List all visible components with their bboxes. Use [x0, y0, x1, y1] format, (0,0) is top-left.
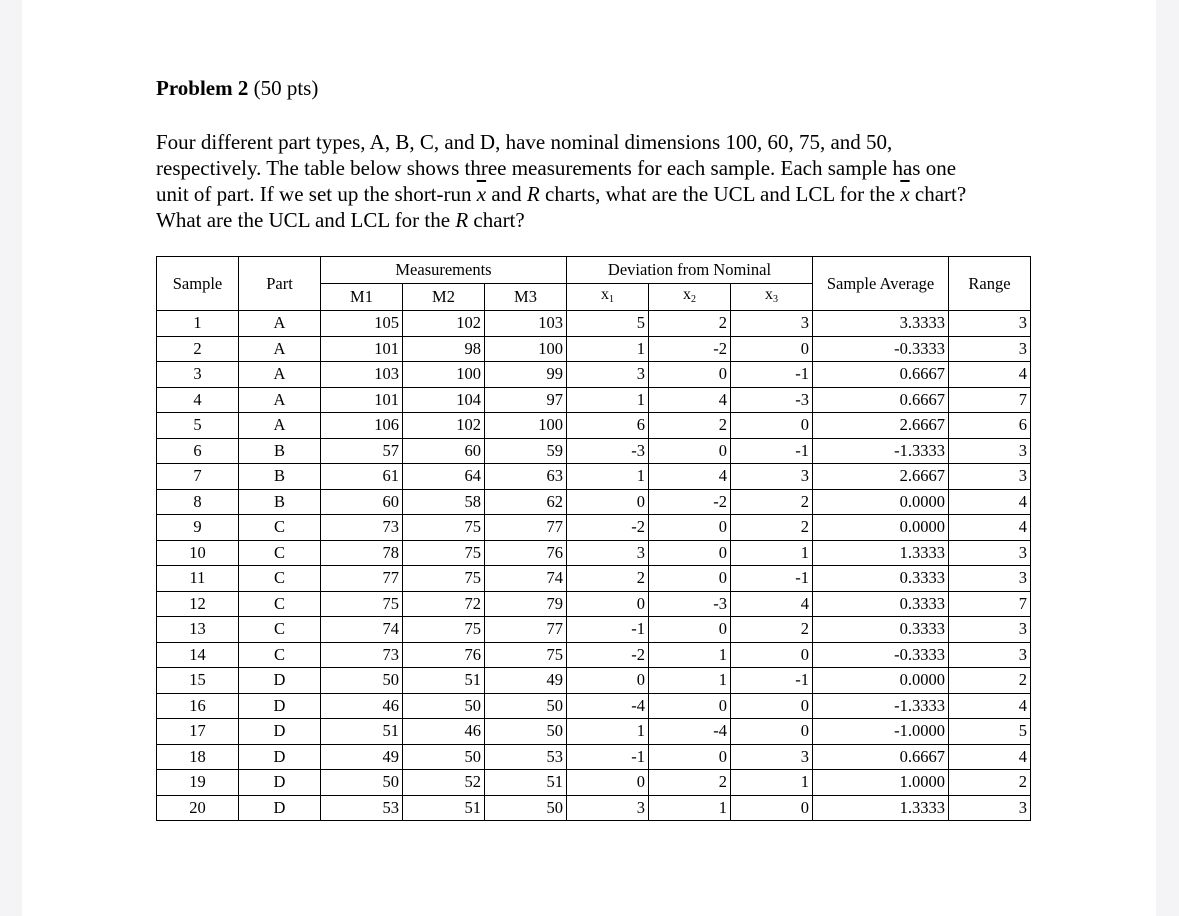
cell-x1: 1 [567, 387, 649, 413]
cell-m3: 63 [485, 464, 567, 490]
cell-sample: 14 [157, 642, 239, 668]
cell-sample: 18 [157, 744, 239, 770]
cell-m1: 101 [321, 387, 403, 413]
cell-x1: -3 [567, 438, 649, 464]
cell-sample-average: 1.3333 [813, 795, 949, 821]
header-m2: M2 [403, 284, 485, 311]
cell-m2: 102 [403, 311, 485, 337]
cell-m3: 77 [485, 617, 567, 643]
cell-sample: 11 [157, 566, 239, 592]
cell-part: D [239, 744, 321, 770]
cell-m3: 49 [485, 668, 567, 694]
cell-part: B [239, 489, 321, 515]
statement-text: chart? [468, 208, 525, 232]
cell-x1: -2 [567, 642, 649, 668]
cell-m1: 49 [321, 744, 403, 770]
cell-x3: -1 [731, 566, 813, 592]
cell-range: 2 [949, 668, 1031, 694]
header-deviation: Deviation from Nominal [567, 257, 813, 284]
cell-x2: 0 [649, 362, 731, 388]
cell-m1: 73 [321, 642, 403, 668]
cell-x2: 0 [649, 438, 731, 464]
table-row [157, 795, 1031, 821]
cell-m3: 50 [485, 719, 567, 745]
cell-sample-average: 2.6667 [813, 464, 949, 490]
x-symbol: x [601, 285, 609, 303]
problem-title [156, 76, 318, 101]
cell-x3: 3 [731, 464, 813, 490]
cell-m2: 50 [403, 744, 485, 770]
cell-range: 2 [949, 770, 1031, 796]
cell-range: 4 [949, 693, 1031, 719]
header-m1: M1 [321, 284, 403, 311]
cell-x1: 2 [567, 566, 649, 592]
cell-part: C [239, 617, 321, 643]
cell-x1: 1 [567, 464, 649, 490]
cell-x3: 0 [731, 719, 813, 745]
cell-sample: 20 [157, 795, 239, 821]
cell-x3: 2 [731, 489, 813, 515]
cell-sample: 8 [157, 489, 239, 515]
cell-x2: 2 [649, 311, 731, 337]
cell-x3: 0 [731, 642, 813, 668]
cell-x3: 0 [731, 693, 813, 719]
subscript: 1 [609, 293, 614, 305]
cell-sample-average: 1.3333 [813, 540, 949, 566]
cell-m2: 46 [403, 719, 485, 745]
table-row [157, 540, 1031, 566]
cell-m2: 100 [403, 362, 485, 388]
cell-m2: 58 [403, 489, 485, 515]
cell-part: A [239, 413, 321, 439]
cell-part: D [239, 719, 321, 745]
cell-m3: 53 [485, 744, 567, 770]
cell-m2: 98 [403, 336, 485, 362]
cell-sample: 16 [157, 693, 239, 719]
cell-part: D [239, 693, 321, 719]
cell-part: B [239, 464, 321, 490]
cell-x1: -4 [567, 693, 649, 719]
header-x1 [567, 284, 649, 311]
cell-m3: 79 [485, 591, 567, 617]
cell-x3: 2 [731, 617, 813, 643]
cell-m3: 62 [485, 489, 567, 515]
cell-sample: 4 [157, 387, 239, 413]
cell-sample: 12 [157, 591, 239, 617]
cell-m3: 100 [485, 413, 567, 439]
measurements-table [156, 256, 1031, 821]
cell-sample-average: 0.3333 [813, 566, 949, 592]
cell-m1: 60 [321, 489, 403, 515]
cell-sample-average: -1.3333 [813, 438, 949, 464]
cell-m3: 51 [485, 770, 567, 796]
cell-m1: 57 [321, 438, 403, 464]
cell-m2: 104 [403, 387, 485, 413]
statement-line-1: Four different part types, A, B, C, and D, have nominal dimensions 100, 60, 75, and 50, [156, 130, 893, 154]
cell-m3: 97 [485, 387, 567, 413]
cell-m3: 50 [485, 693, 567, 719]
table-row [157, 362, 1031, 388]
cell-sample-average: 0.6667 [813, 744, 949, 770]
cell-x3: 2 [731, 515, 813, 541]
table-row [157, 770, 1031, 796]
cell-part: C [239, 591, 321, 617]
cell-m2: 102 [403, 413, 485, 439]
cell-range: 3 [949, 566, 1031, 592]
cell-x1: 6 [567, 413, 649, 439]
header-x3 [731, 284, 813, 311]
cell-x1: 0 [567, 770, 649, 796]
header-m3: M3 [485, 284, 567, 311]
cell-x3: -1 [731, 438, 813, 464]
cell-x2: 0 [649, 744, 731, 770]
problem-points: (50 pts) [253, 76, 319, 100]
cell-m1: 74 [321, 617, 403, 643]
cell-x2: 4 [649, 464, 731, 490]
subscript: 2 [691, 293, 696, 305]
cell-x2: 1 [649, 642, 731, 668]
cell-m1: 75 [321, 591, 403, 617]
cell-x1: -1 [567, 617, 649, 643]
cell-sample: 7 [157, 464, 239, 490]
cell-m1: 51 [321, 719, 403, 745]
cell-m2: 64 [403, 464, 485, 490]
cell-m2: 75 [403, 566, 485, 592]
cell-m2: 51 [403, 668, 485, 694]
problem-title-bold: Problem 2 [156, 76, 249, 100]
problem-statement [156, 129, 1036, 233]
cell-range: 4 [949, 362, 1031, 388]
cell-m3: 103 [485, 311, 567, 337]
cell-sample: 5 [157, 413, 239, 439]
cell-part: C [239, 515, 321, 541]
cell-m3: 74 [485, 566, 567, 592]
cell-sample: 13 [157, 617, 239, 643]
cell-x1: 3 [567, 540, 649, 566]
statement-line-3 [156, 181, 1036, 207]
cell-x2: -4 [649, 719, 731, 745]
cell-sample: 19 [157, 770, 239, 796]
cell-x2: -2 [649, 336, 731, 362]
xbar-symbol: $\overline{x}$ [476, 182, 487, 206]
cell-sample-average: 0.6667 [813, 387, 949, 413]
cell-range: 3 [949, 464, 1031, 490]
cell-m1: 50 [321, 668, 403, 694]
cell-x2: 1 [649, 668, 731, 694]
cell-m1: 106 [321, 413, 403, 439]
cell-x3: 0 [731, 795, 813, 821]
header-range: Range [949, 257, 1031, 311]
cell-x1: 3 [567, 362, 649, 388]
cell-m2: 75 [403, 617, 485, 643]
cell-x1: 1 [567, 719, 649, 745]
cell-part: D [239, 795, 321, 821]
cell-x2: 2 [649, 770, 731, 796]
cell-x2: 2 [649, 413, 731, 439]
cell-m2: 50 [403, 693, 485, 719]
cell-sample-average: 3.3333 [813, 311, 949, 337]
cell-x3: 1 [731, 770, 813, 796]
cell-range: 3 [949, 642, 1031, 668]
cell-sample: 17 [157, 719, 239, 745]
cell-sample: 15 [157, 668, 239, 694]
cell-x2: 0 [649, 693, 731, 719]
table-row [157, 693, 1031, 719]
cell-sample: 1 [157, 311, 239, 337]
cell-x2: 0 [649, 617, 731, 643]
table-row [157, 438, 1031, 464]
cell-range: 3 [949, 617, 1031, 643]
cell-sample-average: 0.3333 [813, 617, 949, 643]
cell-m1: 50 [321, 770, 403, 796]
header-sample: Sample [157, 257, 239, 311]
statement-text: unit of part. If we set up the short-run [156, 182, 477, 206]
table-row [157, 515, 1031, 541]
document-page [22, 0, 1156, 916]
cell-x2: 1 [649, 795, 731, 821]
cell-part: A [239, 311, 321, 337]
statement-text: What are the UCL and LCL for the [156, 208, 456, 232]
cell-range: 5 [949, 719, 1031, 745]
cell-x1: 0 [567, 591, 649, 617]
cell-m1: 105 [321, 311, 403, 337]
cell-m2: 51 [403, 795, 485, 821]
table-row [157, 464, 1031, 490]
cell-m1: 46 [321, 693, 403, 719]
cell-part: C [239, 540, 321, 566]
cell-part: D [239, 770, 321, 796]
cell-part: A [239, 336, 321, 362]
cell-part: B [239, 438, 321, 464]
cell-x1: -2 [567, 515, 649, 541]
cell-sample-average: 2.6667 [813, 413, 949, 439]
cell-sample: 9 [157, 515, 239, 541]
cell-m1: 101 [321, 336, 403, 362]
cell-sample: 2 [157, 336, 239, 362]
cell-sample-average: 0.3333 [813, 591, 949, 617]
cell-range: 4 [949, 515, 1031, 541]
cell-sample-average: 0.0000 [813, 489, 949, 515]
subscript: 3 [773, 293, 778, 305]
cell-m1: 53 [321, 795, 403, 821]
cell-x2: 0 [649, 515, 731, 541]
cell-m2: 75 [403, 515, 485, 541]
cell-x1: 3 [567, 795, 649, 821]
table-row [157, 311, 1031, 337]
table-body [157, 311, 1031, 821]
cell-range: 3 [949, 540, 1031, 566]
cell-m3: 77 [485, 515, 567, 541]
cell-m1: 61 [321, 464, 403, 490]
table-row [157, 489, 1031, 515]
cell-range: 4 [949, 744, 1031, 770]
cell-range: 4 [949, 489, 1031, 515]
statement-line-2: respectively. The table below shows three measurements for each sample. Each sample has one [156, 156, 957, 180]
cell-m3: 76 [485, 540, 567, 566]
cell-x2: -3 [649, 591, 731, 617]
cell-range: 7 [949, 591, 1031, 617]
cell-x1: 0 [567, 668, 649, 694]
statement-text: and [486, 182, 527, 206]
table-row [157, 744, 1031, 770]
header-row-1 [157, 257, 1031, 284]
header-measurements: Measurements [321, 257, 567, 284]
cell-x2: 0 [649, 540, 731, 566]
x-symbol: x [683, 285, 691, 303]
cell-x3: 3 [731, 311, 813, 337]
statement-text: chart? [909, 182, 967, 206]
table-row [157, 668, 1031, 694]
table-row [157, 566, 1031, 592]
cell-sample: 3 [157, 362, 239, 388]
x-symbol: x [765, 285, 773, 303]
table-row [157, 642, 1031, 668]
cell-part: C [239, 566, 321, 592]
cell-x2: -2 [649, 489, 731, 515]
cell-sample-average: 0.6667 [813, 362, 949, 388]
cell-x2: 4 [649, 387, 731, 413]
cell-part: C [239, 642, 321, 668]
cell-x1: 1 [567, 336, 649, 362]
cell-m3: 99 [485, 362, 567, 388]
r-symbol: R [526, 182, 540, 206]
cell-part: D [239, 668, 321, 694]
cell-m2: 75 [403, 540, 485, 566]
cell-x3: 0 [731, 413, 813, 439]
cell-m1: 73 [321, 515, 403, 541]
cell-x3: -1 [731, 362, 813, 388]
cell-part: A [239, 362, 321, 388]
cell-m1: 78 [321, 540, 403, 566]
cell-m1: 103 [321, 362, 403, 388]
cell-sample-average: 1.0000 [813, 770, 949, 796]
cell-x1: 0 [567, 489, 649, 515]
cell-range: 3 [949, 336, 1031, 362]
cell-sample-average: 0.0000 [813, 515, 949, 541]
cell-range: 6 [949, 413, 1031, 439]
cell-sample: 10 [157, 540, 239, 566]
cell-sample: 6 [157, 438, 239, 464]
table-row [157, 591, 1031, 617]
cell-m2: 72 [403, 591, 485, 617]
table-row [157, 413, 1031, 439]
header-part: Part [239, 257, 321, 311]
statement-line-4 [156, 207, 1036, 233]
cell-range: 3 [949, 795, 1031, 821]
cell-sample-average: 0.0000 [813, 668, 949, 694]
table-row [157, 336, 1031, 362]
cell-x1: -1 [567, 744, 649, 770]
statement-text: charts, what are the UCL and LCL for the [539, 182, 901, 206]
cell-m3: 75 [485, 642, 567, 668]
cell-m1: 77 [321, 566, 403, 592]
cell-sample-average: -1.3333 [813, 693, 949, 719]
table-row [157, 617, 1031, 643]
cell-m2: 60 [403, 438, 485, 464]
cell-m3: 100 [485, 336, 567, 362]
xbar-symbol: $\overline{x}$ [900, 182, 910, 206]
cell-sample-average: -0.3333 [813, 336, 949, 362]
cell-m2: 52 [403, 770, 485, 796]
r-symbol: R [455, 208, 469, 232]
table-row [157, 719, 1031, 745]
cell-x3: 3 [731, 744, 813, 770]
cell-x3: 1 [731, 540, 813, 566]
header-sample-average: Sample Average [813, 257, 949, 311]
header-x2 [649, 284, 731, 311]
table-row [157, 387, 1031, 413]
cell-x3: -1 [731, 668, 813, 694]
cell-m2: 76 [403, 642, 485, 668]
cell-x2: 0 [649, 566, 731, 592]
cell-part: A [239, 387, 321, 413]
cell-x1: 5 [567, 311, 649, 337]
cell-sample-average: -1.0000 [813, 719, 949, 745]
cell-range: 7 [949, 387, 1031, 413]
cell-x3: -3 [731, 387, 813, 413]
cell-m3: 50 [485, 795, 567, 821]
cell-range: 3 [949, 311, 1031, 337]
cell-x3: 0 [731, 336, 813, 362]
cell-m3: 59 [485, 438, 567, 464]
cell-sample-average: -0.3333 [813, 642, 949, 668]
cell-x3: 4 [731, 591, 813, 617]
cell-range: 3 [949, 438, 1031, 464]
